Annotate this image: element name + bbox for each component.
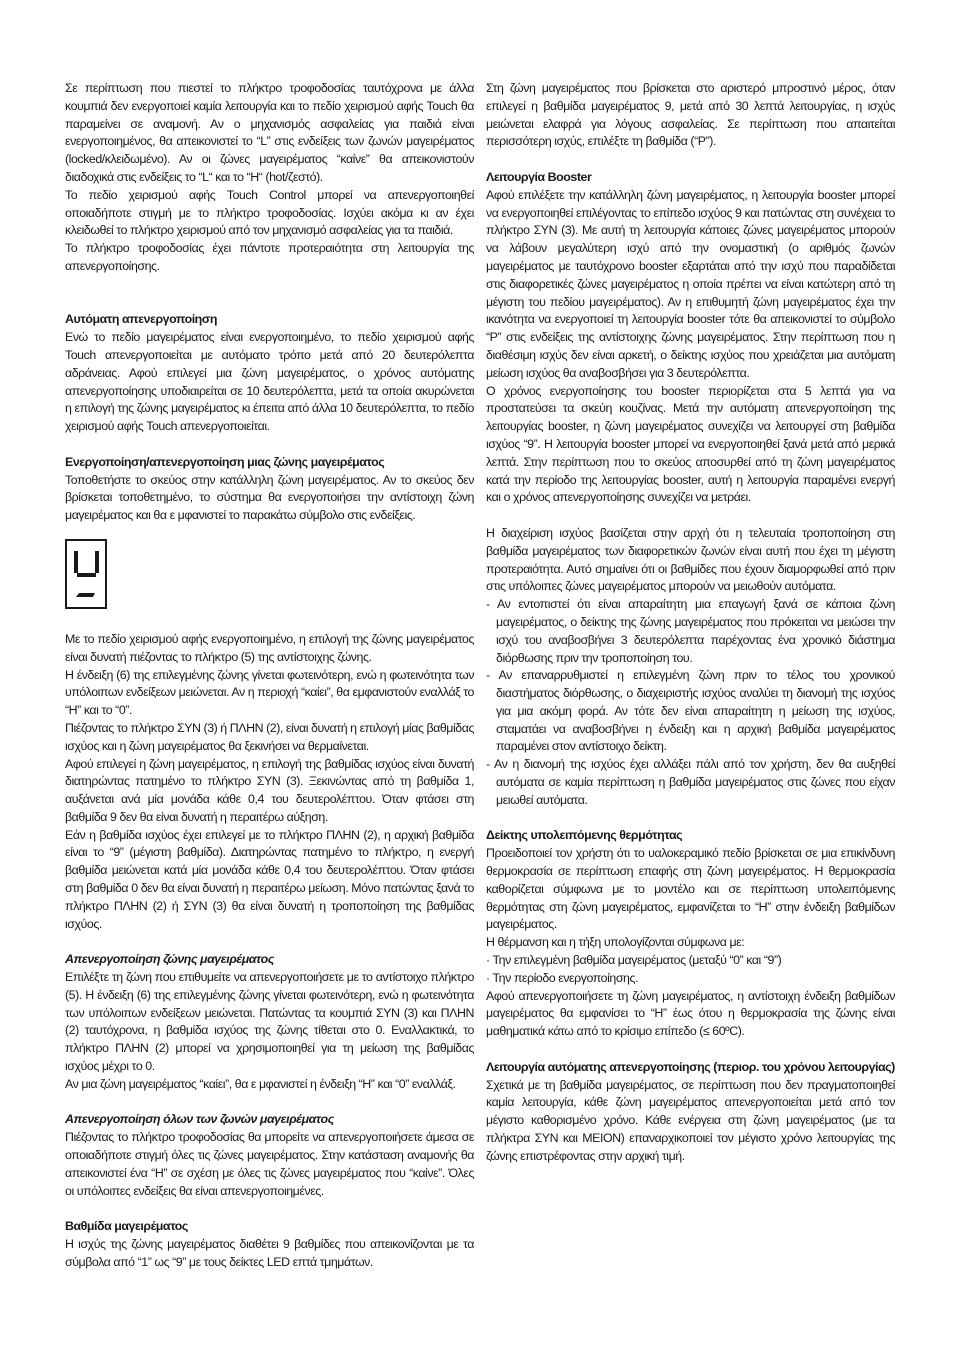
list-item: - Αν εντοπιστεί ότι είναι απαραίτητη μια επαγωγή ξανά σε κάποια ζώνη μαγειρέματος, ο δείκτης της ζώνης μαγειρέματος που πρόκειται να μειώσει την ισχύ του αναβοσβήνει 3 δευτερόλεπτα παρέχοντας ένα χρονικό διάστημα διόρθωσης πριν την τροποποίηση του.: [486, 597, 895, 665]
paragraph: Αφού επιλεγεί η ζώνη μαγειρέματος, η επιλογή της βαθμίδας ισχύος είναι δυνατή διατηρώντας πατημένο το πλήκτρο ΣΥΝ (3). Ξεκινώντας από τη βαθμίδα 1, αυξάνεται ανά μία μονάδα κάθε 0,4 του δευτερολέπτου. Όταν φτάσει στη βαθμίδα 9 δεν θα είναι δυνατή η περαιτέρω αύξηση.: [65, 756, 474, 824]
section-heading: Απενεργοποίηση ζώνης μαγειρέματος: [65, 952, 274, 967]
list-item: - Αν επαναρρυθμιστεί η επιλεγμένη ζώνη πριν το τέλος του χρονικού διαστήματος διόρθωσης, ο διαχειριστής ισχύος αναλύει τη διανομή της ισχύος για μια ακόμη φορά. Αν τότε δεν είναι απαραίτητη η μείωση της ισχύος, σταματάει να αναβοσβήνει η ένδειξη και η αρχική βαθμίδα μαγειρέματος παραμένει στον αντίστοιχο δείκτη.: [486, 668, 895, 754]
paragraph: Με το πεδίο χειρισμού αφής ενεργοποιημένο, η επιλογή της ζώνης μαγειρέματος είναι δυνατή πιέζοντας το πλήκτρο (5) της αντίστοιχης ζώνης.: [65, 631, 474, 664]
list-item: - Αν η διανομή της ισχύος έχει αλλάξει πάλι από τον χρήστη, δεν θα αυξηθεί αυτόματα σε καμία περίπτωση η βαθμίδα μαγειρέματος στις ζώνες που είχαν μειωθεί αυτόματα.: [486, 757, 895, 807]
paragraph: · Την επιλεγμένη βαθμίδα μαγειρέματος (μεταξύ “0” και “9”): [486, 953, 782, 968]
section-heading: Βαθμίδα μαγειρέματος: [65, 1219, 188, 1234]
paragraph: Αφού επιλέξετε την κατάλληλη ζώνη μαγειρέματος, η λειτουργία booster μπορεί να ενεργοποιηθεί επιλέγοντας το επίπεδο ισχύος 9 και πατώντας στη συνέχεια το πλήκτρο ΣΥΝ (3). Με αυτή τη λειτουργία κάποιες ζώνες μαγειρέματος μπορούν να λάβουν μεγαλύτερη ισχύ από την ονομαστική (ο αριθμός ζωνών μαγειρέματος με ταυτόχρονο booster εξαρτάται από την ισχύ που παραδίδεται στις διαφορετικές ζώνες μαγειρέματος η οποία πρέπει να είναι κατώτερη από τη μέγιστη του πεδίου μαγειρέματος). Αν η επιθυμητή ζώνη μαγειρέματος έχει την ικανότητα να ενεργοποιεί τη λειτουργία booster τότε θα απεικονιστεί το σύμβολο “P” στις ενδείξεις της αντίστοιχης ζώνης μαγειρέματος. Στην περίπτωση που η διαθέσιμη ισχύς δεν είναι αρκετή, ο δείκτης ισχύος που χρειάζεται μια αυτόματη μείωση ισχύος θα αναβοσβήσει για 3 δευτερόλεπτα.: [486, 187, 895, 380]
paragraph: Η διαχείριση ισχύος βασίζεται στην αρχή ότι η τελευταία τροποποίηση στη βαθμίδα μαγειρέματος των διαφορετικών ζωνών είναι αυτή που έχει τη μέγιστη προτεραιότητα. Αυτό σημαίνει ότι οι βαθμίδες που έχουν διαμορφωθεί από πριν στις υπόλοιπες ζώνες μαγειρέματος μπορούν να μειωθούν αυτόματα.: [486, 525, 895, 594]
section-heading: Αυτόματη απενεργοποίηση: [65, 312, 217, 327]
paragraph: Σε περίπτωση που πιεστεί το πλήκτρο τροφοδοσίας ταυτόχρονα με άλλα κουμπιά δεν ενεργοποιεί καμία λειτουργία και το πεδίο χειρισμού αφής Touch θα παραμείνει σε αναμονή. Αν ο μηχανισμός ασφαλείας για παιδιά είναι ενεργοποιημένος, θα απεικονιστεί το “L” στις ενδείξεις των ζωνών μαγειρέματος (locked/κλειδωμένο). Αν οι ζώνες μαγειρέματος “καίνε” θα απεικονιστούν διαδοχικά στις ενδείξεις το “L“ και το “H“ (hot/ζεστό).: [65, 81, 474, 184]
left-column: [65, 80, 474, 1272]
section-heading: Λειτουργία Booster: [486, 169, 592, 184]
pan-missing-display-icon: [65, 539, 107, 609]
paragraph: Το πλήκτρο τροφοδοσίας έχει πάντοτε προτεραιότητα στη λειτουργία της απενεργοποίησης.: [65, 241, 474, 273]
paragraph: Η ένδειξη (6) της επιλεγμένης ζώνης γίνεται φωτεινότερη, ενώ η φωτεινότητα των υπόλοιπων ενδείξεων μειώνεται. Αν η περιοχή “καίει”, θα εμφανιστούν εναλλάξ το “H” και το “0”.: [65, 667, 474, 718]
paragraph: Εάν η βαθμίδα ισχύος έχει επιλεγεί με το πλήκτρο ΠΛΗΝ (2), η αρχική βαθμίδα είναι το “9” (μέγιστη βαθμίδα). Διατηρώντας πατημένο το πλήκτρο, η ενεργή βαθμίδα μειώνεται κατά μία μονάδα κάθε 0,4 του δευτερολέπτου. Όταν φτάσει στη βαθμίδα 0 δεν θα είναι δυνατή η περαιτέρω μείωση. Μόνο πατώντας ξανά το πλήκτρο ΠΛΗΝ (2) ή ΣΥΝ (3) θα είναι δυνατή η τροποποίηση της βαθμίδας ισχύος.: [65, 827, 474, 931]
section-heading: Απενεργοποίηση όλων των ζωνών μαγειρέματος: [65, 1112, 334, 1127]
paragraph: Η θέρμανση και η τήξη υπολογίζονται σύμφωνα με:: [486, 935, 745, 950]
right-column: [486, 80, 895, 1166]
paragraph: Το πεδίο χειρισμού αφής Touch Control μπορεί να απενεργοποιηθεί οποιαδήποτε στιγμή με το πλήκτρο τροφοδοσίας. Ισχύει ακόμα κι αν έχει κλειδωθεί το πλήκτρο χειρισμού από τον μηχανισμό ασφαλείας για τα παιδιά.: [65, 187, 474, 238]
section-heading: Λειτουργία αυτόματης απενεργοποίησης (περιορ. του χρόνου λειτουργίας): [486, 1059, 895, 1074]
paragraph: Ενώ το πεδίο μαγειρέματος είναι ενεργοποιημένο, το πεδίο χειρισμού αφής Touch απενεργοποιείται με αυτόματο τρόπο μετά από 20 δευτερόλεπτα αδράνειας. Αφού επιλεγεί μια ζώνη μαγειρέματος, ο χρόνος αυτόματης απενεργοποίησης υποδιαιρείται σε 10 δευτερόλεπτα, μετά τα οποία ακυρώνεται η επιλογή της ζώνης μαγειρέματος κι έπειτα από άλλα 10 δευτερόλεπτα, το πεδίο χειρισμού αφής Touch απενεργοποιείται.: [65, 330, 474, 434]
paragraph: · Την περίοδο ενεργοποίησης.: [486, 970, 638, 985]
section-heading: Ενεργοποίηση/απενεργοποίηση μιας ζώνης μαγειρέματος: [65, 454, 385, 469]
paragraph: Αφού απενεργοποιήσετε τη ζώνη μαγειρέματος, η αντίστοιχη ένδειξη βαθμίδων μαγειρέματος θα εμφανίσει το “H” έως ότου η θερμοκρασία της ζώνης είναι μαθηματικά κάτω από το κρίσιμο επίπεδο (≤ 60ºC).: [486, 988, 895, 1039]
paragraph: Αν μια ζώνη μαγειρέματος “καίει”, θα ε μφανιστεί η ένδειξη “H” και “0” εναλλάξ.: [65, 1076, 456, 1091]
paragraph: Σχετικά με τη βαθμίδα μαγειρέματος, σε περίπτωση που δεν πραγματοποιηθεί καμία λειτουργία, κάθε ζώνη μαγειρέματος απενεργοποιείται μετά από τον μέγιστο καθορισμένο χρόνο. Κάθε ενέργεια στη ζώνη μαγειρέματος (με τα πλήκτρα ΣΥΝ και ΜΕΙΟΝ) επαναρχικοποιεί τον μέγιστο χρόνο λειτουργίας της ζώνης επιστρέφοντας στην αρχική τιμή.: [486, 1077, 895, 1163]
paragraph: Η ισχύς της ζώνης μαγειρέματος διαθέτει 9 βαθμίδες που απεικονίζονται με τα σύμβολα από “1” ως “9” με τους δείκτες LED επτά τμημάτων.: [65, 1237, 474, 1269]
paragraph: Προειδοποιεί τον χρήστη ότι το υαλοκεραμικό πεδίο βρίσκεται σε μια επικίνδυνη θερμοκρασία σε περίπτωση επαφής στη ζώνη μαγειρέματος. Η θερμοκρασία καθορίζεται σύμφωνα με το μοντέλο και σε περίπτωση υπολειπόμενης θερμότητας στη ζώνη μαγειρέματος, εμφανίζεται το “H” στην ένδειξη βαθμίδων μαγειρέματος.: [486, 846, 895, 932]
paragraph: Στη ζώνη μαγειρέματος που βρίσκεται στο αριστερό μπροστινό μέρος, όταν επιλεγεί η βαθμίδα μαγειρέματος 9, μετά από 30 λεπτά λειτουργίας, η ισχύς μειώνεται ελαφρά για λόγους ασφαλείας. Σε περίπτωση που απαιτείται περισσότερη ισχύς, επιλέξτε τη βαθμίδα (“P”).: [486, 81, 895, 149]
paragraph: Πιέζοντας το πλήκτρο ΣΥΝ (3) ή ΠΛΗΝ (2), είναι δυνατή η επιλογή μίας βαθμίδας ισχύος και η ζώνη μαγειρέματος θα ξεκινήσει να θερμαίνεται.: [65, 720, 474, 753]
paragraph: Πιέζοντας το πλήκτρο τροφοδοσίας θα μπορείτε να απενεργοποιήσετε άμεσα σε οποιαδήποτε στιγμή όλες τις ζώνες μαγειρέματος. Στην κατάσταση αναμονής θα απεικονιστεί ένα “H” σε σχέση με όλες τις ζώνες μαγειρέματος που “καίνε”. Όλες οι υπόλοιπες ενδείξεις θα είναι απενεργοποιημένες.: [65, 1130, 474, 1198]
paragraph: Επιλέξτε τη ζώνη που επιθυμείτε να απενεργοποιήσετε με το αντίστοιχο πλήκτρο (5). Η ένδειξη (6) της επιλεγμένης ζώνης γίνεται φωτεινότερη, ενώ η φωτεινότητα των υπόλοιπων ενδείξεων μειώνεται. Πατώντας τα κουμπιά ΣΥΝ (3) και ΠΛΗΝ (2) ταυτόχρονα, η βαθμίδα ισχύος της ζώνης τίθεται στο 0. Εναλλακτικά, το πλήκτρο ΠΛΗΝ (2) μπορεί να χρησιμοποιηθεί για τη μείωση της βαθμίδας ισχύος μέχρι το 0.: [65, 970, 474, 1074]
section-heading: Δείκτης υπολειπόμενης θερμότητας: [486, 828, 683, 843]
paragraph: Τοποθετήστε το σκεύος στην κατάλληλη ζώνη μαγειρέματος. Αν το σκεύος δεν βρίσκεται τοποθετημένο, το σύστημα θα ενεργοποιήσει την αντίστοιχη ζώνη μαγειρέματος και θα ε μφανιστεί το παρακάτω σύμβολο στις ενδείξεις.: [65, 472, 474, 523]
paragraph: Ο χρόνος ενεργοποίησης του booster περιορίζεται στα 5 λεπτά για να προστατεύσει τα σκεύη κουζίνας. Μετά την αυτόματη απενεργοποίηση της λειτουργίας booster, η ζώνη μαγειρέματος συνεχίζει να λειτουργεί στη βαθμίδα ισχύος “9”. Η λειτουργία booster μπορεί να ενεργοποιηθεί ξανά μετά από μερικά λεπτά. Στην περίπτωση που το σκεύος αποσυρθεί από τη ζώνη μαγειρέματος κατά την περίοδο της λειτουργίας booster, αυτή η λειτουργία παραμένει ενεργή και ο χρόνος απενεργοποίησης συνεχίζει να μετράει.: [486, 383, 895, 505]
